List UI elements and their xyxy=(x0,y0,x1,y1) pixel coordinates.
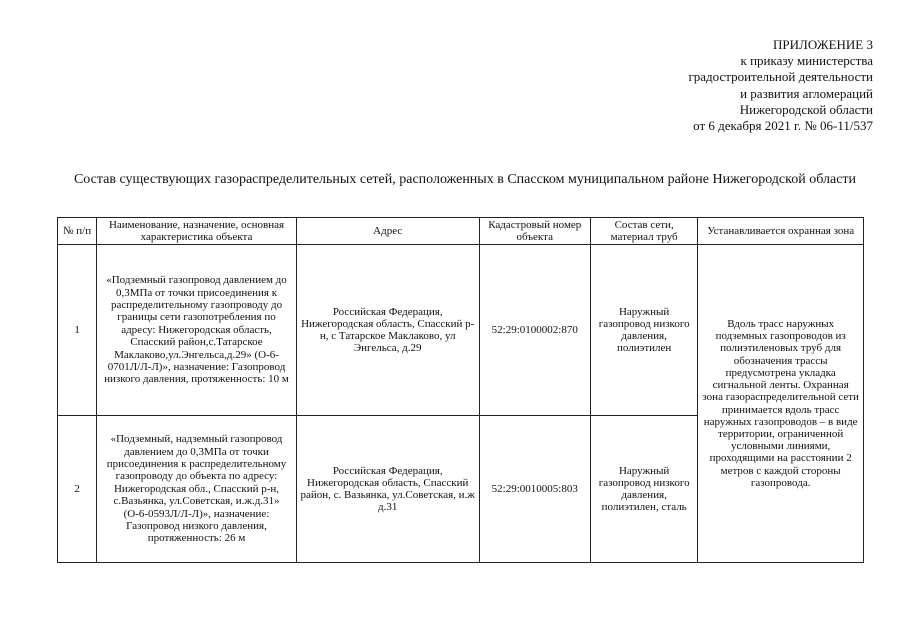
document-title: Состав существующих газораспределительных сетей, расположенных в Спасском муниципальном районе Нижегородской области xyxy=(73,172,857,187)
gas-network-table xyxy=(57,217,864,563)
network-composition: Наружный газопровод низкого давления, полиэтилен, сталь xyxy=(590,416,697,563)
col-header-protection-zone: Устанавливается охранная зона xyxy=(698,218,864,245)
object-address: Российская Федерация, Нижегородская область, Спасский р-н, с Татарское Маклаково, ул Энгельса, д.29 xyxy=(296,245,479,416)
col-header-address: Адрес xyxy=(296,218,479,245)
document-header xyxy=(688,37,873,134)
header-line-5: Нижегородской области xyxy=(739,101,873,117)
col-header-number: № п/п xyxy=(58,218,97,245)
object-description: «Подземный, надземный газопровод давлением до 0,3МПа от точки присоединения к распределительному газопроводу до объекта по адресу: Нижегородская обл., Спасский р-н, с.Вазьянка, ул.Советская, и.ж.д.31» (О-6-0593Л/Л-Л)», назначение: Газопровод низкого давления, протяженность: 26 м xyxy=(97,416,297,563)
col-header-composition: Состав сети, материал труб xyxy=(590,218,697,245)
row-number: 2 xyxy=(58,416,97,563)
header-line-3: градостроительной деятельности xyxy=(688,69,873,85)
cadastral-number: 52:29:0100002:870 xyxy=(479,245,590,416)
table-header-row xyxy=(58,218,864,245)
header-line-1: ПРИЛОЖЕНИЕ 3 xyxy=(773,37,873,52)
object-description: «Подземный газопровод давлением до 0,3МПа от точки присоединения к распределительному газопроводу до границы сети газопотребления по адресу: Нижегородская область, Спасский район,с.Татарское Маклаково,ул.Энгельса,д.29» (О-6-0701Л/Л-Л)», назначение: Газопровод низкого давления, протяженность: 10 м xyxy=(97,245,297,416)
protection-zone-text: Вдоль трасс наружных подземных газопроводов из полиэтиленовых труб для обозначения трассы предусмотрена укладка сигнальной ленты. Охранная зона газораспределительной сети принимается вдоль трасс наружных газопроводов – в виде территории, ограниченной условными линиями, проходящими на расстоянии 2 метров с каждой стороны газопровода. xyxy=(698,245,864,563)
row-number: 1 xyxy=(58,245,97,416)
table-row xyxy=(58,245,864,416)
header-line-4: и развития агломераций xyxy=(740,85,873,101)
col-header-name: Наименование, назначение, основная характеристика объекта xyxy=(97,218,297,245)
cadastral-number: 52:29:0010005:803 xyxy=(479,416,590,563)
header-line-2: к приказу министерства xyxy=(740,53,873,69)
network-composition: Наружный газопровод низкого давления, полиэтилен xyxy=(590,245,697,416)
header-line-6: от 6 декабря 2021 г. № 06-11/537 xyxy=(693,118,873,134)
col-header-cadastral: Кадастровый номер объекта xyxy=(479,218,590,245)
object-address: Российская Федерация, Нижегородская область, Спасский район, с. Вазьянка, ул.Советская, и.ж д.31 xyxy=(296,416,479,563)
